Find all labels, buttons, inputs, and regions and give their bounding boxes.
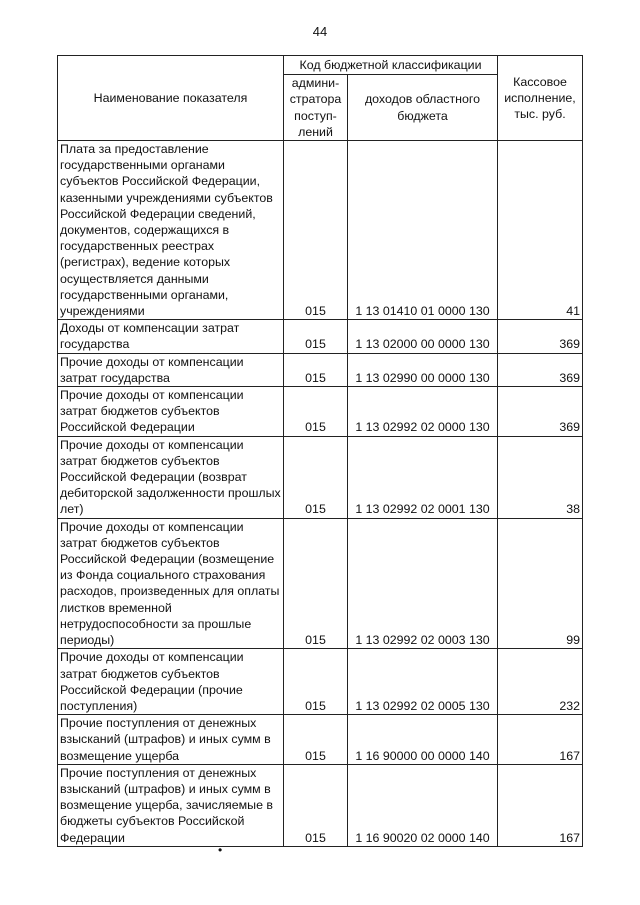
row-administrator-code: 015 <box>284 764 348 846</box>
table-row <box>58 353 583 386</box>
row-indicator-name: Прочие доходы от компенсации затрат бюджетов субъектов Российской Федерации <box>58 387 284 437</box>
row-cash-amount: 99 <box>498 518 583 649</box>
row-administrator-code: 015 <box>284 518 348 649</box>
row-revenue-code: 1 13 02992 02 0000 130 <box>348 387 498 437</box>
row-indicator-name: Прочие доходы от компенсации затрат бюджетов субъектов Российской Федерации (прочие поступления) <box>58 649 284 715</box>
row-indicator-name: Прочие доходы от компенсации затрат бюджетов субъектов Российской Федерации (возврат дебиторской задолженности прошлых лет) <box>58 436 284 518</box>
table-row <box>58 518 583 649</box>
row-indicator-name: Доходы от компенсации затрат государства <box>58 320 284 353</box>
row-cash-amount: 232 <box>498 649 583 715</box>
row-administrator-code: 015 <box>284 649 348 715</box>
row-administrator-code: 015 <box>284 436 348 518</box>
row-revenue-code: 1 13 02992 02 0001 130 <box>348 436 498 518</box>
table-row <box>58 387 583 437</box>
row-revenue-code: 1 13 02990 00 0000 130 <box>348 353 498 386</box>
row-administrator-code: 015 <box>284 141 348 320</box>
page-mark: • <box>218 843 223 857</box>
budget-revenue-table <box>57 55 583 847</box>
row-administrator-code: 015 <box>284 353 348 386</box>
row-administrator-code: 015 <box>284 387 348 437</box>
row-revenue-code: 1 13 02000 00 0000 130 <box>348 320 498 353</box>
row-revenue-code: 1 13 01410 01 0000 130 <box>348 141 498 320</box>
row-cash-amount: 369 <box>498 320 583 353</box>
row-cash-amount: 167 <box>498 764 583 846</box>
row-indicator-name: Прочие поступления от денежных взысканий (штрафов) и иных сумм в возмещение ущерба, зачисляемые в бюджеты субъектов Российской Федерации <box>58 764 284 846</box>
row-cash-amount: 167 <box>498 715 583 765</box>
row-cash-amount: 369 <box>498 353 583 386</box>
row-revenue-code: 1 16 90000 00 0000 140 <box>348 715 498 765</box>
table-row <box>58 436 583 518</box>
table-row <box>58 320 583 353</box>
header-regional-budget-revenue: доходов областного бюджета <box>348 75 498 141</box>
header-indicator-name: Наименование показателя <box>58 56 284 141</box>
row-cash-amount: 38 <box>498 436 583 518</box>
row-administrator-code: 015 <box>284 320 348 353</box>
row-revenue-code: 1 13 02992 02 0005 130 <box>348 649 498 715</box>
header-cash-execution: Кассовое исполнение, тыс. руб. <box>498 56 583 141</box>
row-administrator-code: 015 <box>284 715 348 765</box>
row-revenue-code: 1 13 02992 02 0003 130 <box>348 518 498 649</box>
table-row <box>58 649 583 715</box>
header-classification-code: Код бюджетной классификации <box>284 56 498 75</box>
table-row <box>58 715 583 765</box>
row-indicator-name: Прочие поступления от денежных взысканий (штрафов) и иных сумм в возмещение ущерба <box>58 715 284 765</box>
table-row <box>58 764 583 846</box>
row-cash-amount: 369 <box>498 387 583 437</box>
row-indicator-name: Плата за предоставление государственными органами субъектов Российской Федерации, казенными учреждениями субъектов Российской Федерации сведений, документов, содержащихся в государственных реестрах (регистрах), ведение которых осуществляется данными государственными органами, учреждениями <box>58 141 284 320</box>
page-number: 44 <box>312 24 328 39</box>
row-indicator-name: Прочие доходы от компенсации затрат бюджетов субъектов Российской Федерации (возмещение из Фонда социального страхования расходов, произведенных для оплаты листков временной нетрудоспособности за прошлые периоды) <box>58 518 284 649</box>
header-administrator: админи- стратора поступ- лений <box>284 75 348 141</box>
table-row <box>58 141 583 320</box>
row-cash-amount: 41 <box>498 141 583 320</box>
row-revenue-code: 1 16 90020 02 0000 140 <box>348 764 498 846</box>
row-indicator-name: Прочие доходы от компенсации затрат государства <box>58 353 284 386</box>
